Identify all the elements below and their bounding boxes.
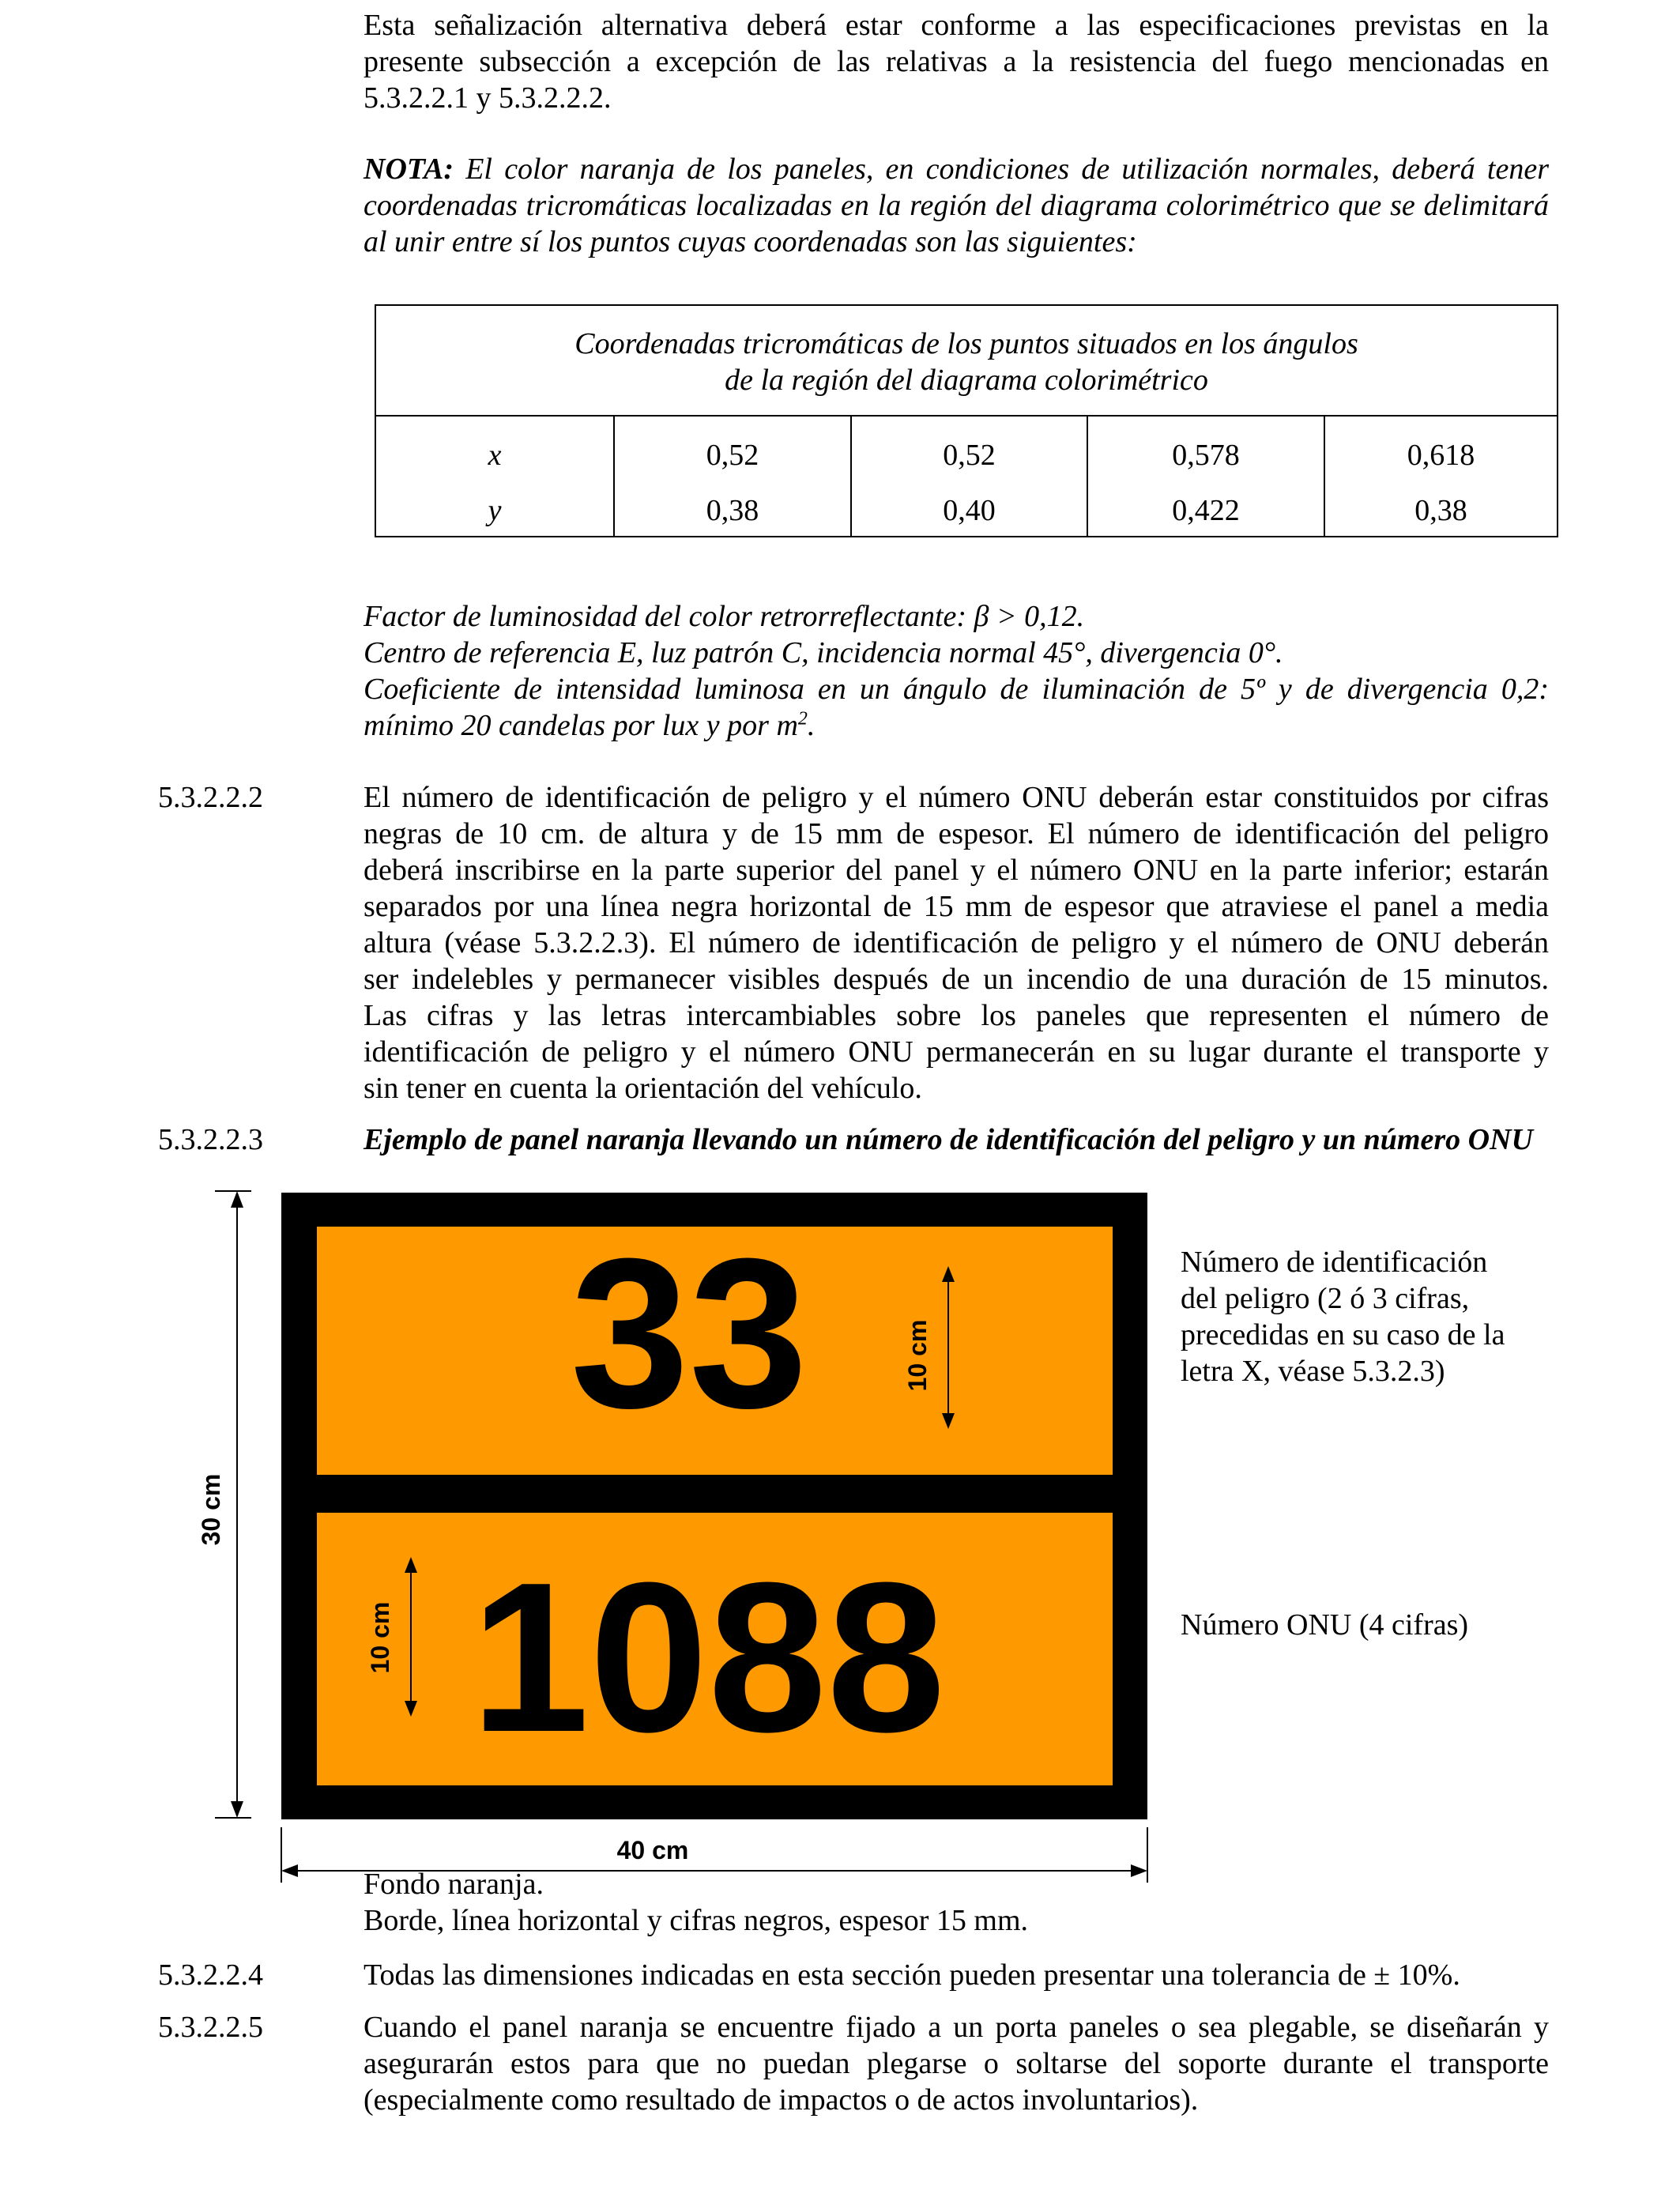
digit-height-label: 10 cm	[366, 1601, 394, 1674]
paragraph-line: altura (véase 5.3.2.2.3). El número de identificación de peligro y el número de ONU deberán	[363, 926, 1549, 959]
row-label-y: y	[488, 494, 502, 527]
caption-line: Borde, línea horizontal y cifras negros, espesor 15 mm.	[363, 1904, 1029, 1937]
table-column	[1087, 417, 1324, 537]
section-2225-paragraph	[363, 2009, 1549, 2118]
table-title-line: de la región del diagrama colorimétrico	[725, 364, 1208, 397]
factor-line: Coeficiente de intensidad luminosa en un ángulo de iluminación de 5º y de divergencia 0,2:	[363, 673, 1549, 706]
paragraph-line: El número de identificación de peligro y el número ONU deberán estar constituidos por cifras	[363, 781, 1549, 814]
row-label-x: x	[488, 439, 502, 472]
nota-line	[363, 151, 1549, 187]
nota-line-text: El color naranja de los paneles, en condiciones de utilización normales, deberá tener	[465, 153, 1550, 186]
table-cell: 0,422	[1172, 494, 1240, 527]
caption-line: Fondo naranja.	[363, 1868, 544, 1901]
nota-line: coordenadas tricromáticas localizadas en la región del diagrama colorimétrico que se delimitará	[363, 189, 1549, 222]
chromaticity-table	[375, 304, 1558, 537]
nota-line: al unir entre sí los puntos cuyas coordenadas son las siguientes:	[363, 225, 1137, 258]
factor-line	[363, 598, 1549, 635]
paragraph-line: separados por una línea negra horizontal de 15 mm de espesor que atraviese el panel a media	[363, 890, 1549, 923]
side-note-line: letra X, véase 5.3.2.3)	[1181, 1355, 1445, 1388]
table-cell: 0,38	[706, 494, 759, 527]
nota-label: NOTA:	[363, 153, 454, 186]
paragraph-line: negras de 10 cm. de altura y de 15 mm de espesor. El número de identificación del peligro	[363, 817, 1549, 850]
factor-text: mínimo 20 candelas por lux y por m	[363, 709, 798, 742]
table-header	[376, 306, 1557, 417]
intro-line: 5.3.2.2.1 y 5.3.2.2.2.	[363, 81, 612, 115]
height-label: 30 cm	[197, 1473, 225, 1546]
intro-line: presente subsección a excepción de las relativas a la resistencia del fuego mencionadas en	[363, 45, 1549, 78]
paragraph-line: (especialmente como resultado de impactos o de actos involuntarios).	[363, 2083, 1199, 2117]
table-cell: 0,40	[943, 494, 996, 527]
paragraph-line: ser indelebles y permanecer visibles después de un incendio de una duración de 15 minutos.	[363, 963, 1549, 996]
factor-line	[363, 707, 1549, 744]
table-cell: 0,38	[1414, 494, 1467, 527]
section-2224-text: Todas las dimensiones indicadas en esta sección pueden presentar una tolerancia de ± 10%.	[363, 1958, 1460, 1992]
table-column	[1324, 417, 1557, 537]
paragraph-line: deberá inscribirse en la parte superior del panel y el número ONU en la parte inferior; estarán	[363, 854, 1549, 887]
table-column	[613, 417, 850, 537]
superscript: 2	[797, 708, 808, 729]
table-column	[850, 417, 1087, 537]
nota-paragraph	[363, 151, 1549, 260]
hazard-side-note	[1181, 1244, 1505, 1389]
factor-text: .	[807, 709, 816, 742]
factors-paragraph	[363, 598, 1549, 744]
un-side-note: Número ONU (4 cifras)	[1181, 1608, 1469, 1642]
table-cell: 0,52	[943, 439, 996, 472]
intro-line: Esta señalización alternativa deberá estar conforme a las especificaciones previstas en la	[363, 9, 1549, 42]
section-number: 5.3.2.2.5	[158, 2011, 263, 2044]
factor-text: > 0,12.	[989, 600, 1085, 633]
table-cell: 0,52	[706, 439, 759, 472]
panel-caption	[363, 1866, 1028, 1939]
paragraph-line: asegurarán estos para que no puedan plegarse o soltarse del soporte durante el transporte	[363, 2047, 1549, 2080]
factor-line: Centro de referencia E, luz patrón C, incidencia normal 45°, divergencia 0°.	[363, 636, 1283, 669]
table-title-line: Coordenadas tricromáticas de los puntos situados en los ángulos	[574, 327, 1358, 360]
table-label-column	[376, 417, 613, 537]
beta-symbol: β	[974, 600, 989, 633]
height-dimension	[197, 1191, 251, 1818]
width-label: 40 cm	[616, 1836, 689, 1864]
paragraph-line: Cuando el panel naranja se encuentre fijado a un porta paneles o sea plegable, se diseñarán y	[363, 2011, 1549, 2044]
digit-height-label: 10 cm	[903, 1319, 932, 1392]
side-note-line: precedidas en su caso de la	[1181, 1318, 1505, 1351]
table-cell: 0,578	[1172, 439, 1240, 472]
paragraph-line: identificación de peligro y el número ONU permanecerán en su lugar durante el transporte y	[363, 1035, 1549, 1069]
section-number: 5.3.2.2.4	[158, 1958, 263, 1992]
section-2222-paragraph	[363, 779, 1549, 1106]
paragraph-line: Las cifras y las letras intercambiables sobre los paneles que representen el número de	[363, 999, 1549, 1032]
factor-text: Factor de luminosidad del color retrorreflectante:	[363, 600, 974, 633]
side-note-line: del peligro (2 ó 3 cifras,	[1181, 1282, 1470, 1315]
section-number: 5.3.2.2.3	[158, 1123, 263, 1156]
hazard-number: 33	[570, 1215, 808, 1453]
side-note-line: Número de identificación	[1181, 1246, 1488, 1279]
un-number: 1088	[470, 1539, 946, 1777]
intro-paragraph	[363, 7, 1549, 116]
table-cell: 0,618	[1407, 439, 1475, 472]
paragraph-line: sin tener en cuenta la orientación del vehículo.	[363, 1072, 922, 1105]
panel	[281, 1193, 1147, 1819]
section-number: 5.3.2.2.2	[158, 781, 263, 814]
section-2223-title: Ejemplo de panel naranja llevando un número de identificación del peligro y un número ONU	[363, 1123, 1533, 1156]
